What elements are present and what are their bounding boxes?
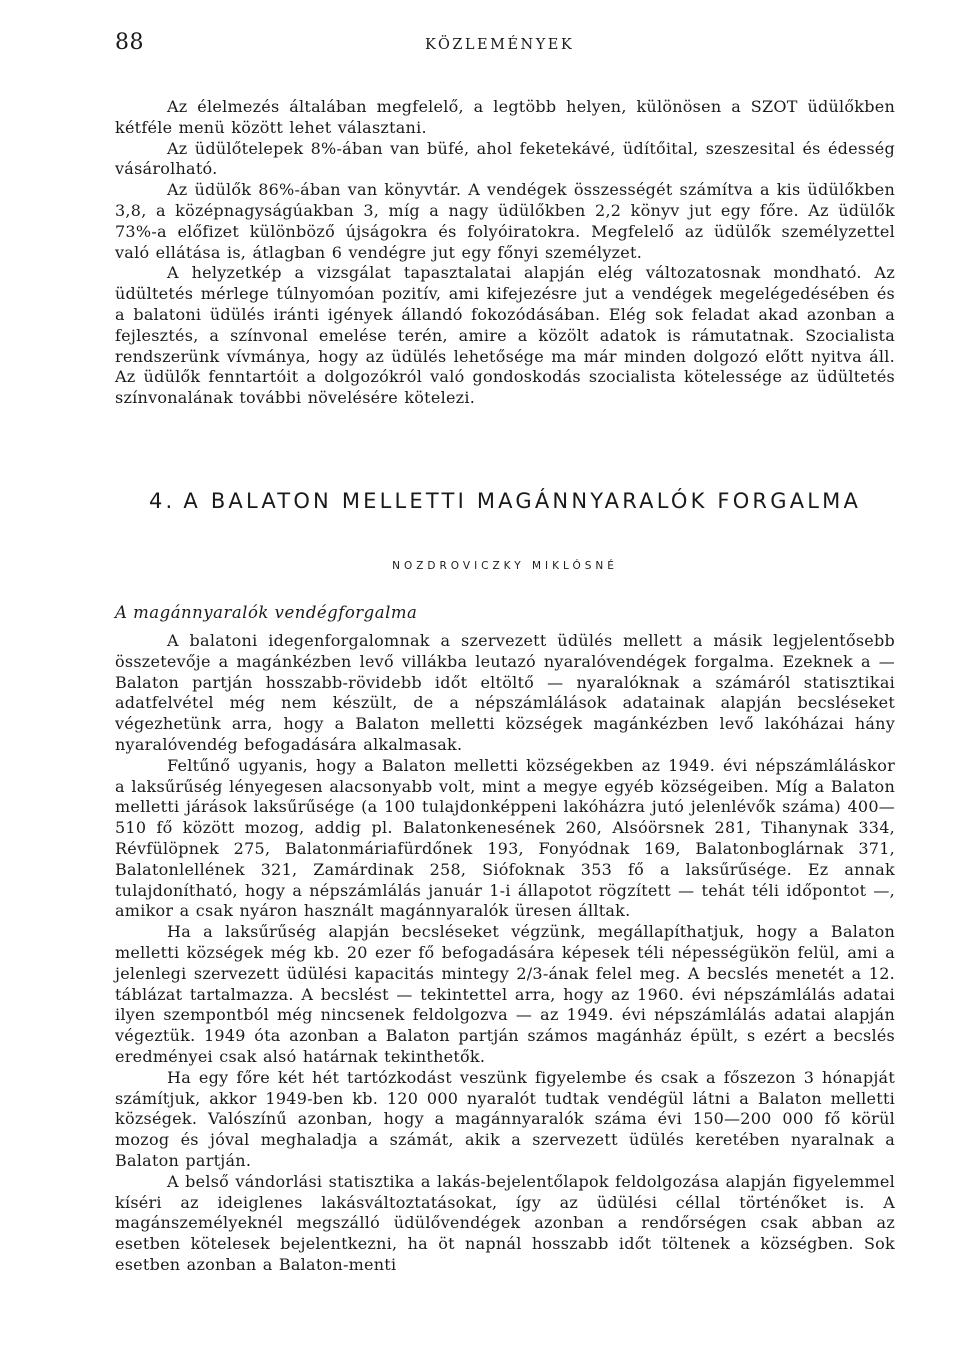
paragraph: Az üdülők 86%-ában van könyvtár. A vendégek összességét számítva a kis üdülőkben 3,8, a középnagyságúakban 3, míg a nagy üdülőkben 2,2 könyv jut egy főre. Az üdülők 73%-a előfizet különböző újságokra és folyóiratokra. Megfelelő az üdülők személyzettel való ellátása is, átlagban 6 vendégre jut egy főnyi személyzet. (115, 180, 895, 262)
paragraph: A helyzetkép a vizsgálat tapasztalatai alapján elég változatosnak mondható. Az üdültetés mérlege túlnyomóan pozitív, ami kifejezésre jut a vendégek megelégedésében és a balatoni üdülés iránti igények állandó fokozódásában. Elég sok feladat akad azonban a fejlesztés, a színvonal emelése terén, amire a közölt adatok is rámutatnak. Szocialista rendszerünk vívmánya, hogy az üdülés lehetősége ma már minden dolgozó előtt nyitva áll. Az üdülők fenntartóit a dolgozókról való gondoskodás szocialista kötelessége az üdültetés színvonalának további növelésére kötelezi. (115, 263, 895, 408)
chapter-author: NOZDROVICZKY MIKLÓSNÉ (392, 560, 618, 572)
intro-text-block (115, 97, 895, 409)
paragraph: Az élelmezés általában megfelelő, a legtöbb helyen, különösen a SZOT üdülőkben kétféle menü között lehet választani. (115, 97, 895, 137)
chapter-number: 4. (148, 489, 176, 513)
chapter-title (120, 486, 890, 516)
paragraph: Az üdülőtelepek 8%-ában van büfé, ahol feketekávé, üdítőital, szeszesital és édesség vásárolható. (115, 138, 895, 179)
page-number: 88 (115, 30, 144, 55)
paragraph: Feltűnő ugyanis, hogy a Balaton melletti községekben az 1949. évi népszámláláskor a laksűrűség lényegesen alacsonyabb volt, mint a megye egyéb községeiben. Míg a Balaton melletti járások laksűrűsége (a 100 tulajdonképpeni lakóházra jutó jelenlévők száma) 400—510 fő között mozog, addig pl. Balatonkenesének 260, Alsóörsnek 281, Tihanynak 334, Révfülöpnek 275, Balatonmáriafürdőnek 193, Fonyódnak 169, Balatonboglárnak 371, Balatonlellének 321, Zamárdinak 258, Siófoknak 353 fő a laksűrűsége. Ez annak tulajdonítható, hogy a népszámlálás január 1-i állapotot rögzített — tehát téli időpontot —, amikor a csak nyáron használt magánnyaralók üresen álltak. (115, 755, 895, 921)
section-heading: A magánnyaralók vendégforgalma (115, 603, 418, 622)
running-head: KÖZLEMÉNYEK (425, 37, 575, 53)
paragraph: A balatoni idegenforgalomnak a szervezett üdülés mellett a másik legjelentősebb összetevője a magánkézben levő villákba leutazó nyaralóvendégek forgalma. Ezeknek a — Balaton partján hosszabb-rövidebb időt eltöltő — nyaralóknak a számáról statisztikai adatfelvétel még nem készült, de a népszámlálások adatainak alapján becsléseket végezhetünk arra, hogy a Balaton melletti községek magánkézben levő lakóházai hány nyaralóvendég befogadására alkalmasak. (115, 631, 895, 754)
paragraph: A belső vándorlási statisztika a lakás-bejelentőlapok feldolgozása alapján figyelemmel kíséri az ideiglenes lakásváltoztatásokat, így az üdülési céllal történőket is. A magánszemélyeknél megszálló üdülővendégek azonban a rendőrségen csak abban az esetben kötelesek bejelentkezni, ha öt napnál hosszabb időt töltenek a községben. Sok esetben azonban a Balaton-menti (115, 1171, 895, 1274)
page-header (115, 30, 895, 66)
paragraph: Ha egy főre két hét tartózkodást veszünk figyelembe és csak a főszezon 3 hónapját számítjuk, akkor 1949-ben kb. 120 000 nyaralót tudtak vendégül látni a Balaton melletti községek. Valószínű azonban, hogy a magánnyaralók száma évi 150—200 000 fő körül mozog és jóval meghaladja a számát, akik a szervezett üdülés keretében nyaralnak a Balaton partján. (115, 1067, 895, 1170)
body-text-block (115, 631, 895, 1276)
paragraph: Ha a laksűrűség alapján becsléseket végzünk, megállapíthatjuk, hogy a Balaton melletti községek még kb. 20 ezer fő befogadására képesek téli népességükön felül, ami a jelenlegi szervezett üdülési kapacitás mintegy 2/3-ának felel meg. A becslés menetét a 12. táblázat tartalmazza. A becslést — tekintettel arra, hogy az 1960. évi népszámlálás adatai ilyen szempontból még nincsenek feldolgozva — az 1949. évi népszámlálás adatai alapján végeztük. 1949 óta azonban a Balaton partján számos magánház épült, s ezért a becslés eredményei csak alsó határnak tekinthetők. (115, 922, 895, 1066)
chapter-title-text: A BALATON MELLETTI MAGÁNNYARALÓK FORGALMA (183, 489, 862, 513)
